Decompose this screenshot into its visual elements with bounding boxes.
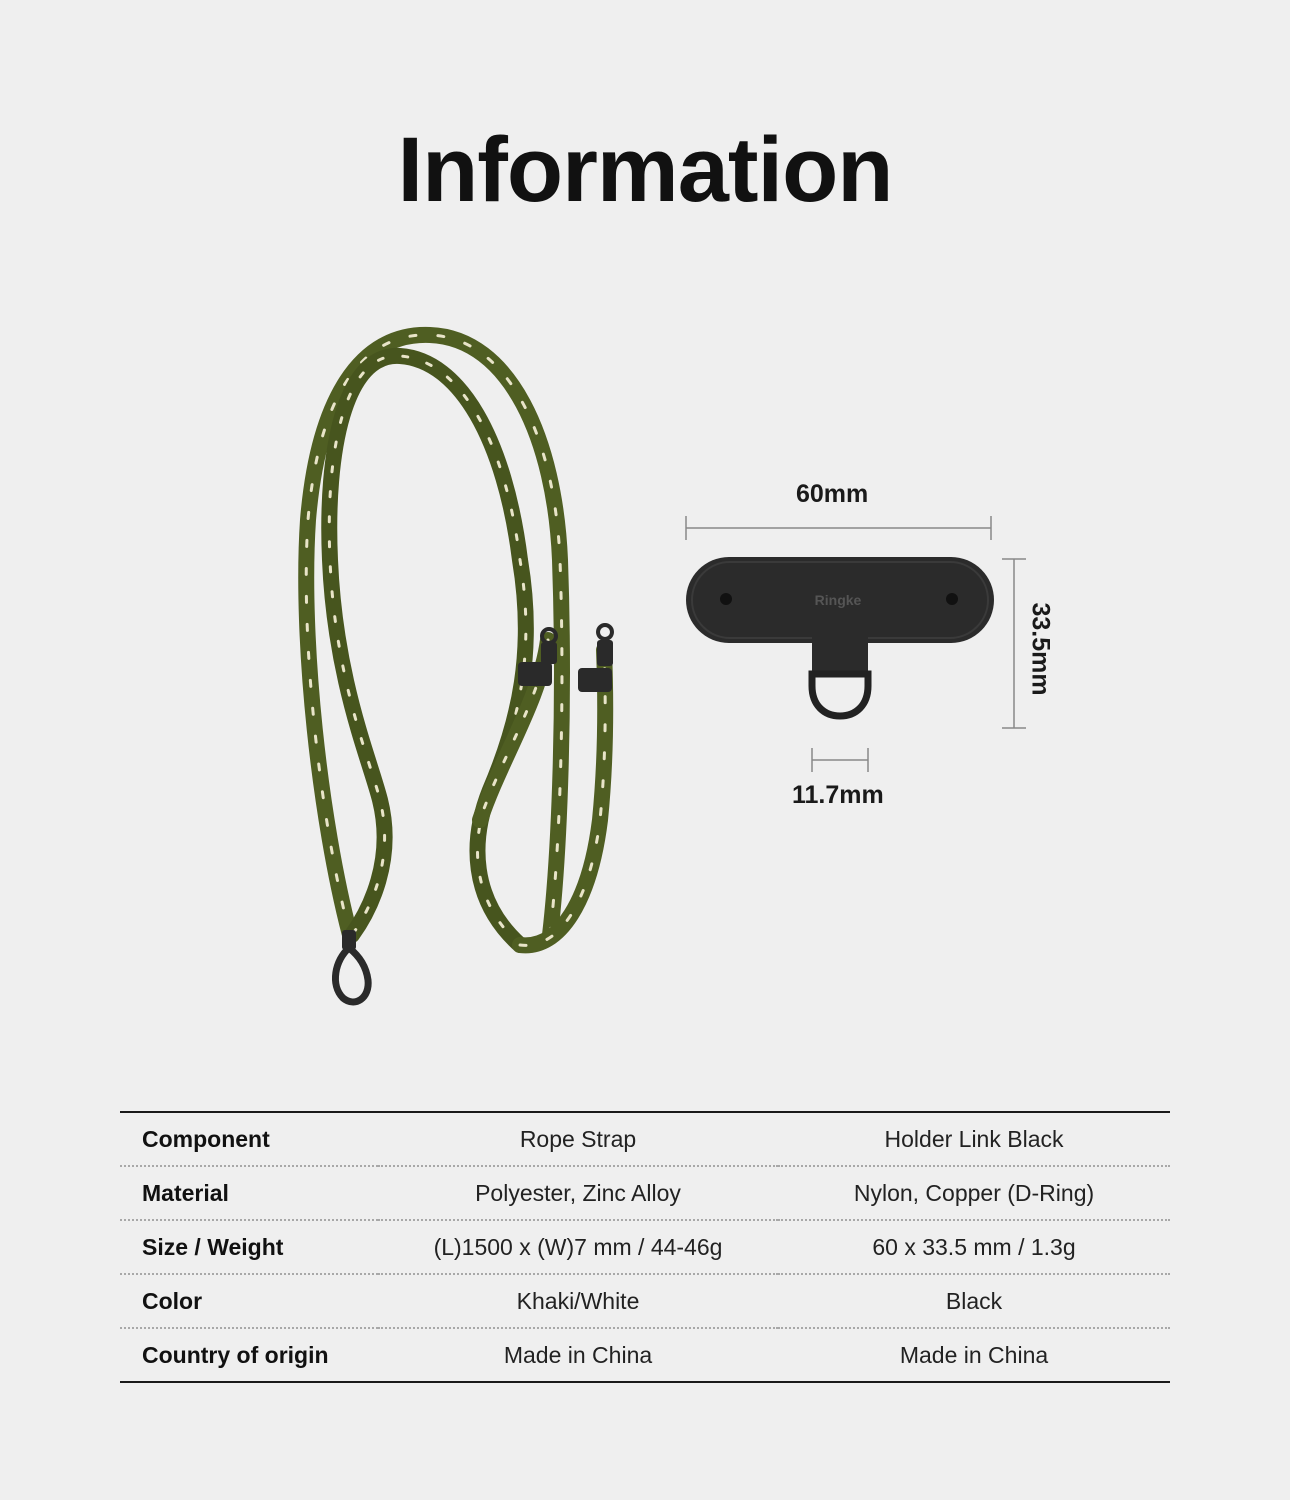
spec-value-rope: (L)1500 x (W)7 mm / 44-46g bbox=[378, 1220, 778, 1274]
height-dimension-label: 33.5mm bbox=[1026, 602, 1055, 696]
page-title: Information bbox=[397, 119, 893, 221]
spec-value-rope: Khaki/White bbox=[378, 1274, 778, 1328]
spec-value-rope: Rope Strap bbox=[378, 1112, 778, 1166]
spec-value-rope: Polyester, Zinc Alloy bbox=[378, 1166, 778, 1220]
holder-logo: Ringke bbox=[814, 592, 862, 608]
spec-value-holder: Made in China bbox=[899, 1341, 1049, 1368]
d-ring-icon bbox=[812, 674, 868, 716]
spec-value-holder: Black bbox=[778, 1274, 1170, 1328]
spec-value-holder: Nylon, Copper (D-Ring) bbox=[778, 1166, 1170, 1220]
tab-width-dimension-label: 11.7mm bbox=[792, 781, 884, 809]
table-row bbox=[120, 1274, 1170, 1328]
table-row bbox=[120, 1328, 1170, 1382]
table-row bbox=[120, 1220, 1170, 1274]
spec-label: Color bbox=[120, 1274, 378, 1328]
holder-link-image bbox=[686, 557, 994, 716]
spec-label: Material bbox=[120, 1166, 378, 1220]
spec-value-holder: 60 x 33.5 mm / 1.3g bbox=[778, 1220, 1170, 1274]
carabiner-icon bbox=[335, 930, 368, 1002]
table-row bbox=[120, 1112, 1170, 1166]
spec-label: Country of origin bbox=[142, 1341, 329, 1368]
rope-strap-image bbox=[306, 335, 605, 945]
spec-label: Component bbox=[120, 1112, 378, 1166]
spec-label: Size / Weight bbox=[120, 1220, 378, 1274]
rope-inner-loop bbox=[329, 356, 526, 945]
width-dimension-label: 60mm bbox=[796, 480, 869, 508]
spec-value-rope: Made in China bbox=[503, 1341, 653, 1368]
spec-value-holder: Holder Link Black bbox=[778, 1112, 1170, 1166]
spec-table bbox=[120, 1111, 1170, 1383]
table-row bbox=[120, 1166, 1170, 1220]
